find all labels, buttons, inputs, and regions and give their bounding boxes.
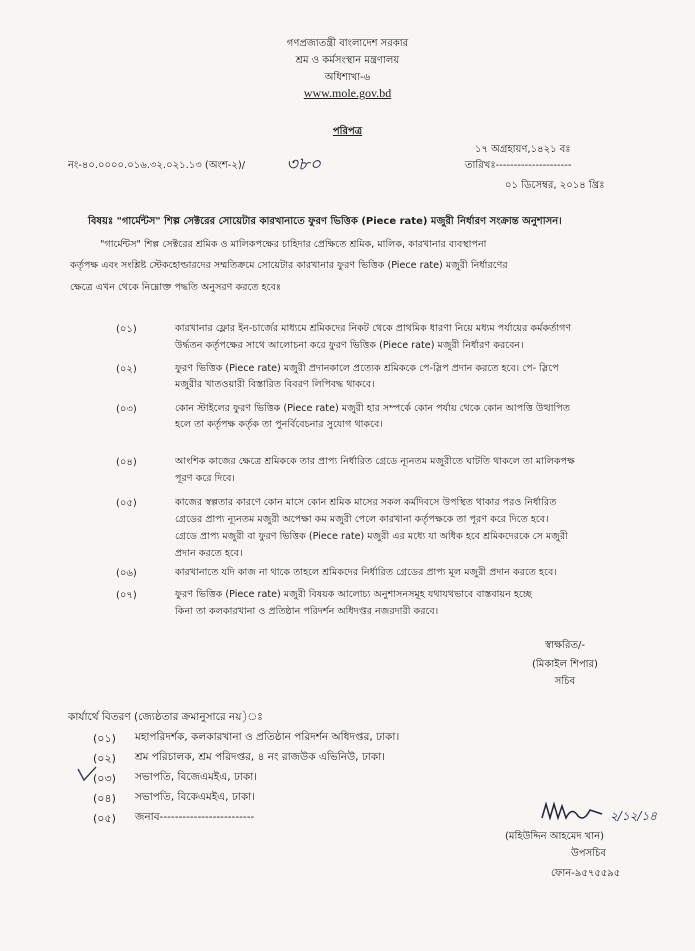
directive-number: (০৭) — [116, 590, 137, 601]
secretary-title: সচিব — [554, 676, 576, 687]
distribution-number: (০৩) — [93, 772, 116, 785]
directive-line: কিনা তা কলকারখানা ও প্রতিষ্ঠান পরিদর্শন অধিদপ্তর নজরদারী করবে। — [175, 606, 439, 617]
distribution-item: জনাব------------------------- — [135, 811, 255, 823]
directive-line: ফুরণ ভিত্তিক (Piece rate) মজুরী বিষয়ক আলোচ্য অনুশাসনসমূহ যথাযথভাবে বাস্তবায়ন হচ্ছে — [175, 589, 532, 600]
directive-line: পূরণ করে দিবে। — [175, 473, 235, 484]
deputy-phone: ফোন-৯৫৭৫৫৯৫ — [551, 868, 621, 879]
directive-line: ফুরণ ভিত্তিক (Piece rate) মজুরী প্রদানকালে প্রত্যেক শ্রমিককে পে-স্লিপ প্রদান করতে হবে। পে- স্লিপে — [175, 363, 559, 374]
signature-icon — [538, 800, 608, 824]
reference-number: নং-৪০.০০০০.০১৬.৩২.০২১.১৩ (অংশ-২)/ — [68, 160, 246, 171]
distribution-number: (০১) — [93, 732, 116, 745]
distribution-item: সভাপতি, বিজেএমইএ, ঢাকা। — [135, 771, 258, 783]
intro-line-3: ক্ষেত্রে এখন থেকে নিম্নোক্ত পদ্ধতি অনুসরণ করতে হবেঃ — [70, 282, 281, 293]
header-govt: গণপ্রজাতন্ত্রী বাংলাদেশ সরকার — [286, 38, 409, 49]
subject-line: বিষয়ঃ "গার্মেন্টস" শিল্প সেক্টরের সোয়েটার কারখানাতে ফুরণ ভিত্তিক (Piece rate) মজুরী নির্ধারণ সংক্রান্ত অনুশাসন। — [88, 216, 562, 227]
directive-number: (০৬) — [116, 568, 137, 579]
signed-mark: স্বাক্ষরিত/- — [545, 640, 585, 651]
doc-type: পরিপত্র — [332, 126, 363, 137]
distribution-number: (০২) — [93, 752, 116, 765]
intro-line-1: "গার্মেন্টস" শিল্প সেক্টরের শ্রমিক ও মালিকপক্ষের চাহিদার প্রেক্ষিতে শ্রমিক, মালিক, কারখানার ব্যবস্থাপনা — [100, 239, 487, 250]
distribution-number: (০৪) — [93, 792, 116, 805]
directive-line: আংশিক কাজের ক্ষেত্রে শ্রমিককে তার প্রাপ্য নির্ধারিত গ্রেডে ন্যূনতম মজুরীতে ঘাটতি থাকলে তা মালিকপক্ষ — [175, 456, 575, 467]
deputy-name: (মহিউদ্দিন আহমেদ খান) — [505, 831, 605, 842]
distribution-item: মহাপরিদর্শক, কলকারখানা ও প্রতিষ্ঠান পরিদর্শন অধিদপ্তর, ঢাকা। — [135, 731, 400, 743]
directive-number: (০৪) — [116, 457, 137, 468]
directive-line: উর্দ্ধতন কর্তৃপক্ষের সাথে আলোচনা করে ফুরণ ভিত্তিক (Piece rate) মজুরী নির্ধারণ করবেন। — [175, 340, 524, 351]
header-website: www.mole.gov.bd — [303, 86, 392, 100]
secretary-name: (মিকাইল শিপার) — [532, 659, 598, 670]
distribution-heading: কার্যার্থে বিতরণ (জ্যেষ্ঠতার ক্রমানুসারে নয়)ঃ — [68, 711, 263, 723]
directive-line: মজুরীর খাতওয়ারী বিস্তারিত বিবরণ লিপিবদ্ধ থাকবে। — [175, 379, 375, 390]
directive-number: (০৩) — [116, 404, 137, 415]
intro-line-2: কর্তৃপক্ষ এবং সংশ্লিষ্ট স্টেকহোল্ডারদের সম্মতিক্রমে সোয়েটার কারখানার ফুরণ ভিত্তিক (Piece rate) মজুরী নির্ধারণের — [70, 260, 508, 271]
directive-number: (০১) — [116, 324, 137, 335]
header-section: অধিশাখা-৬ — [324, 72, 371, 83]
header-ministry: শ্রম ও কর্মসংস্থান মন্ত্রণালয় — [295, 55, 400, 66]
deputy-title: উপসচিব — [571, 848, 607, 859]
date-label: তারিখঃ--------------------- — [465, 160, 572, 171]
handwritten-reference: ৩৮০ — [286, 154, 322, 175]
hand-check-mark-icon — [76, 765, 98, 783]
directive-line: কারখানাতে যদি কাজ না থাকে তাহলে শ্রমিকদের নির্ধারিত গ্রেডের প্রাপ্য মূল মজুরী প্রদান করতে হবে। — [175, 567, 557, 578]
directive-number: (০২) — [116, 364, 137, 375]
distribution-item: সভাপতি, বিকেএমইএ, ঢাকা। — [135, 791, 255, 803]
directive-line: প্রদান করতে হবে। — [175, 548, 243, 559]
directive-line: কাজের স্বল্পতার কারণে কোন মাসে কোন শ্রমিক মাসের সকল কর্মদিবসে উপস্থিত থাকার পরও নির্ধারিত — [175, 497, 557, 508]
date-english: ০১ ডিসেম্বর, ২০১৪ খ্রিঃ — [505, 180, 605, 191]
directive-number: (০৫) — [116, 498, 137, 509]
directive-line: গ্রেডে প্রাপ্য মজুরী বা ফুরণ ভিত্তিক (Piece rate) মজুরী এর মধ্যে যা অধিক হবে শ্রমিকদেরকে সে মজুরী — [175, 531, 568, 542]
directive-line: কারখানার ফ্লোর ইন-চার্জের মাধ্যমে শ্রমিকদের নিকট থেকে প্রাথমিক ধারণা নিয়ে মধ্যম পর্যায়ের কর্মকর্তাগণ — [175, 323, 572, 334]
directive-line: গ্রেডের প্রাপ্য ন্যূনতম মজুরী অপেক্ষা কম মজুরী পেলে কারখানা কর্তৃপক্ষকে তা পূরণ করে দিতে হবে। — [175, 514, 549, 525]
date-bangla: ১৭ অগ্রহায়ণ,১৪২১ বঃ — [475, 144, 571, 155]
distribution-number: (০৫) — [93, 812, 116, 825]
directive-line: কোন স্টাইলের ফুরণ ভিত্তিক (Piece rate) মজুরী হার সম্পর্কে কোন পর্যায় থেকে কোন আপত্তি উত্থাপিত — [175, 403, 570, 414]
distribution-item: শ্রম পরিচালক, শ্রম পরিদপ্তর, ৪ নং রাজউক এভিনিউ, ঢাকা। — [135, 751, 385, 763]
signature-date: ২/১২/১৪ — [610, 809, 658, 823]
directive-line: হলে তা কর্তৃপক্ষ কর্তৃক তা পুনর্বিবেচনার সুযোগ থাকবে। — [175, 419, 383, 430]
